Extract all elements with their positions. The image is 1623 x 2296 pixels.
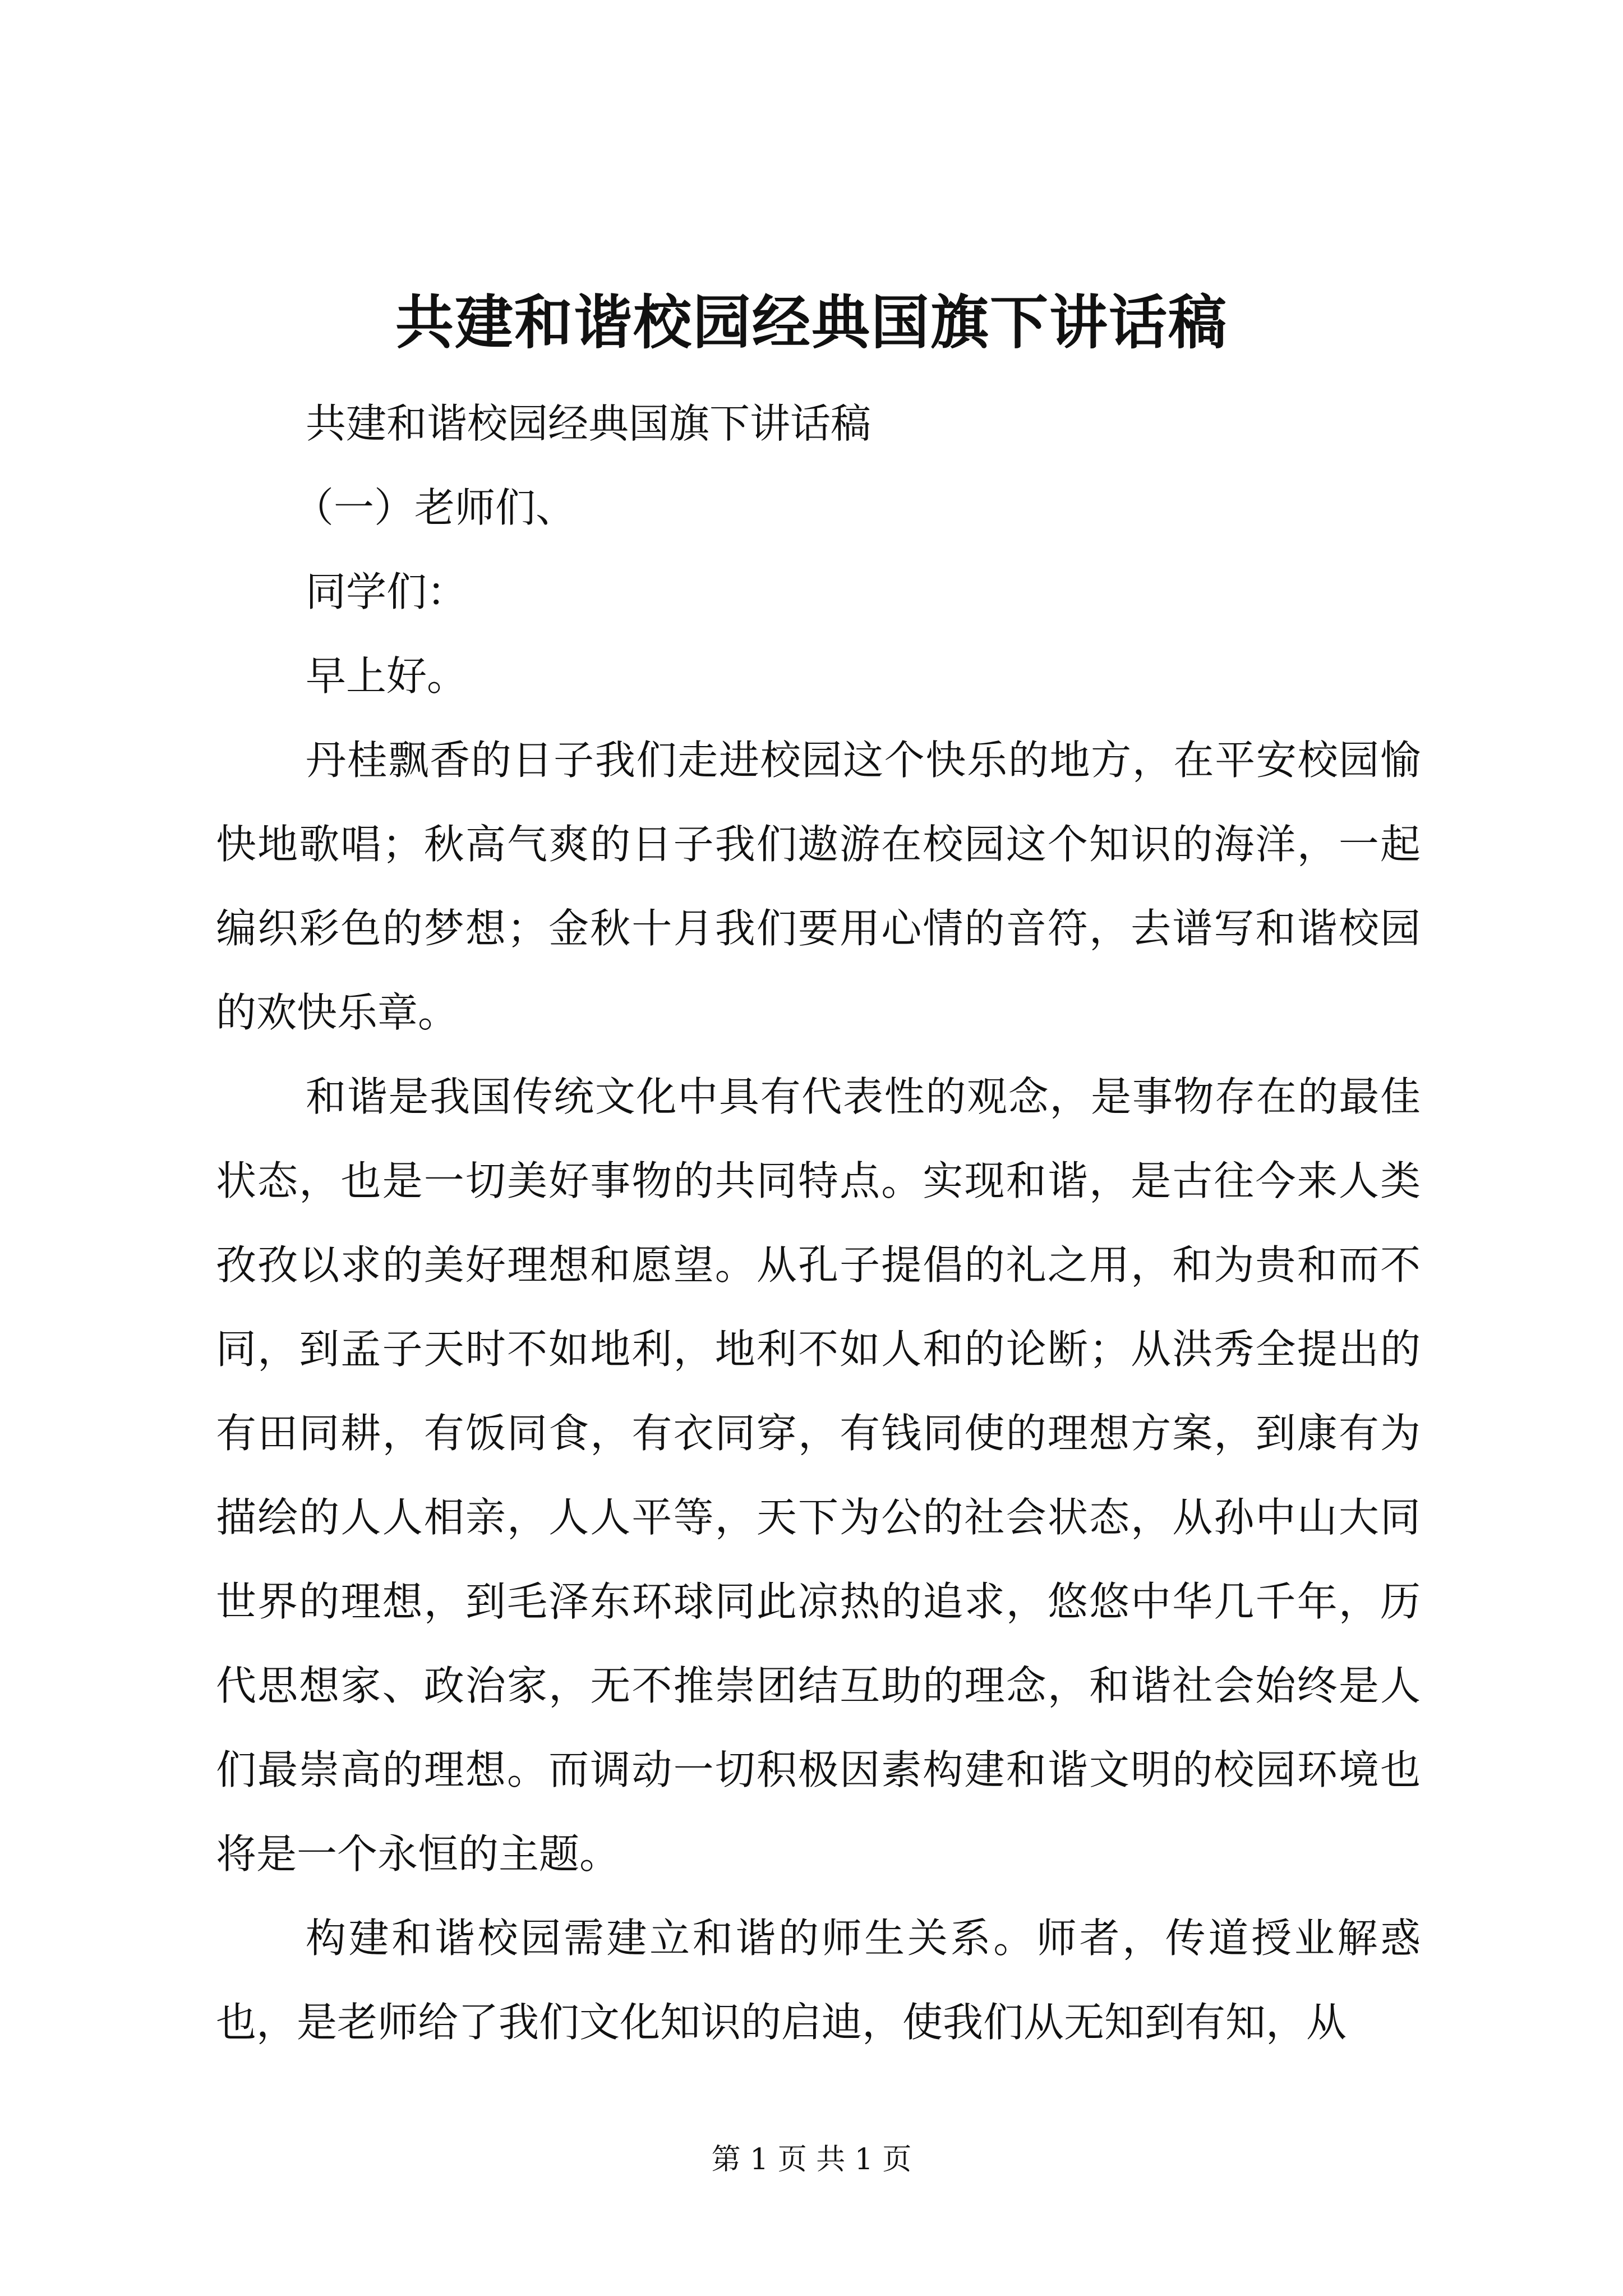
- greeting-line: 同学们：: [306, 568, 468, 615]
- page-footer: 第 1 页 共 1 页: [711, 2143, 912, 2177]
- document-title: 共建和谐校园经典国旗下讲话稿: [395, 288, 1228, 357]
- section-heading: （一）老师们、: [293, 484, 577, 531]
- document-body: [216, 381, 1421, 2064]
- document-subtitle: 共建和谐校园经典国旗下讲话稿: [306, 400, 872, 447]
- greeting-line: 早上好。: [306, 652, 468, 700]
- body-paragraph: 构建和谐校园需建立和谐的师生关系。师者，传道授业解惑也，是老师给了我们文化知识的启迪，使我们从无知到有知，从: [216, 1915, 1421, 2046]
- body-paragraph: 丹桂飘香的日子我们走进校园这个快乐的地方，在平安校园愉快地歌唱；秋高气爽的日子我们遨游在校园这个知识的海洋，一起编织彩色的梦想；金秋十月我们要用心情的音符，去谱写和谐校园的欢快乐章。: [216, 737, 1421, 1036]
- body-paragraph: 和谐是我国传统文化中具有代表性的观念，是事物存在的最佳状态，也是一切美好事物的共同特点。实现和谐，是古往今来人类孜孜以求的美好理想和愿望。从孔子提倡的礼之用，和为贵和而不同，到孟子天时不如地利，地利不如人和的论断；从洪秀全提出的有田同耕，有饭同食，有衣同穿，有钱同使的理想方案，到康有为描绘的人人相亲，人人平等，天下为公的社会状态，从孙中山大同世界的理想，到毛泽东环球同此凉热的追求，悠悠中华几千年，历代思想家、政治家，无不推崇团结互助的理念，和谐社会始终是人们最崇高的理想。而调动一切积极因素构建和谐文明的校园环境也将是一个永恒的主题。: [216, 1073, 1421, 1878]
